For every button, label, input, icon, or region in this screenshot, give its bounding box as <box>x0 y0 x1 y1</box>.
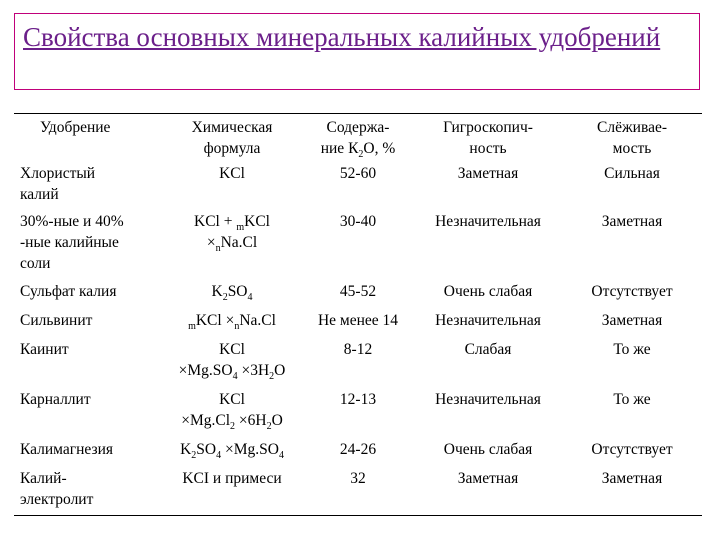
row-formula: KCl $\times Mg.SO_4 \times 3H_2O$ <box>178 340 286 382</box>
row-name: Каинит <box>20 340 69 358</box>
row-formula: KCl + $_m$KCl $\times_nNa.Cl$ <box>194 212 270 254</box>
table-row <box>14 389 702 439</box>
row-content: 8-12 <box>343 340 373 358</box>
row-caking: То же <box>613 390 651 408</box>
row-formula: KCl <box>219 164 245 182</box>
row-formula: $_mKCl \times_nNa.Cl$ <box>188 311 276 332</box>
slide-title: Свойства основных минеральных калийных удобрений <box>23 22 661 52</box>
header-hygroscopicity: Гигроскопич- ность <box>443 119 533 157</box>
row-formula: $K_2SO_4$ <box>211 282 253 303</box>
row-content: 45-52 <box>339 282 377 300</box>
row-name: Карналлит <box>20 390 91 408</box>
row-name: Калий- электролит <box>20 469 94 508</box>
row-content: 12-13 <box>339 390 377 408</box>
row-hygroscopicity: Незначительная <box>435 212 541 230</box>
row-name: Сильвинит <box>20 311 93 329</box>
row-caking: Сильная <box>604 164 660 182</box>
row-name: Хлористый калий <box>20 164 96 203</box>
fertilizer-table <box>14 113 702 516</box>
row-content: 32 <box>350 469 366 487</box>
table-row <box>14 439 702 468</box>
header-content: Содержа- ние $К_2О$, % <box>320 119 396 160</box>
row-caking: Заметная <box>601 311 663 329</box>
row-content: 52-60 <box>339 164 377 182</box>
header-formula: Химическая формула <box>191 119 273 157</box>
row-caking: Заметная <box>601 212 663 230</box>
row-name: 30%-ные и 40% -ные калийные соли <box>20 212 124 272</box>
row-caking: Отсутствует <box>591 282 673 300</box>
row-formula: KCI и примеси <box>182 469 282 487</box>
table-row <box>14 339 702 389</box>
row-content: Не менее 14 <box>317 311 399 329</box>
row-formula: KCl $\times Mg.Cl_2 \times 6H_2O$ <box>181 390 283 432</box>
row-hygroscopicity: Незначительная <box>435 390 541 408</box>
header-caking: Слёживае- мость <box>597 119 667 157</box>
title-box <box>14 13 700 90</box>
row-formula: $K_2SO_4 \times Mg.SO_4$ <box>180 440 284 461</box>
table-row <box>14 310 702 339</box>
row-hygroscopicity: Очень слабая <box>443 282 533 300</box>
row-name: Сульфат калия <box>20 282 117 300</box>
table-row <box>14 163 702 211</box>
row-caking: То же <box>613 340 651 358</box>
row-name: Калимагнезия <box>20 440 114 458</box>
row-hygroscopicity: Слабая <box>464 340 512 358</box>
header-fertilizer: Удобрение <box>40 119 111 136</box>
row-hygroscopicity: Заметная <box>457 164 519 182</box>
row-content: 24-26 <box>339 440 377 458</box>
row-hygroscopicity: Незначительная <box>435 311 541 329</box>
row-content: 30-40 <box>339 212 377 230</box>
row-caking: Заметная <box>601 469 663 487</box>
table-row <box>14 211 702 281</box>
table-row <box>14 281 702 310</box>
row-hygroscopicity: Очень слабая <box>443 440 533 458</box>
row-hygroscopicity: Заметная <box>457 469 519 487</box>
row-caking: Отсутствует <box>591 440 673 458</box>
table-header-row <box>14 114 702 163</box>
table-row <box>14 468 702 516</box>
